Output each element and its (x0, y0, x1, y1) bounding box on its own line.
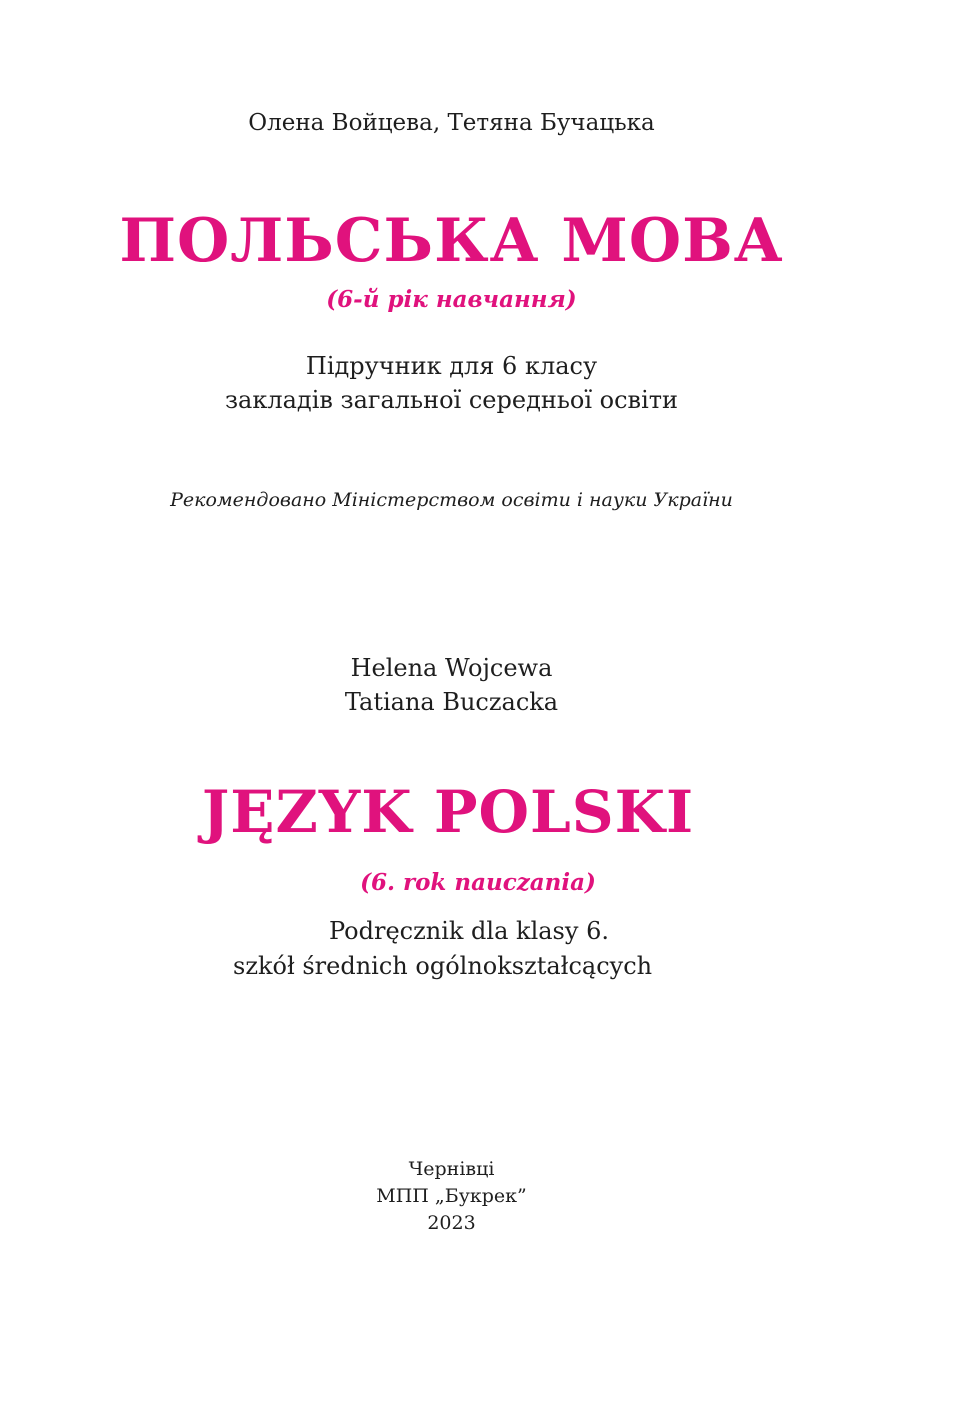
study-year-polish: (6. rok nauczania) (360, 869, 596, 896)
ministry-recommendation: Рекомендовано Міністерством освіти і науки України (170, 489, 733, 511)
subtitle-line1-ukrainian: Підручник для 6 класу (305, 352, 598, 380)
author1-polish: Helena Wojcewa (350, 654, 553, 682)
subtitle-line2-polish: szkół średnich ogólnokształcących (233, 952, 653, 980)
book-title-polish: JĘZYK POLSKI (201, 778, 695, 846)
imprint-city: Чернівці (408, 1158, 495, 1180)
subtitle-line2-ukrainian: закладів загальної середньої освіти (224, 386, 679, 414)
book-title-ukrainian: ПОЛЬСЬКА МОВА (119, 206, 784, 276)
subtitle-line1-polish: Podręcznik dla klasy 6. (329, 917, 609, 945)
imprint-publisher: МПП „Букрек” (376, 1185, 527, 1207)
study-year-ukrainian: (6-й рік навчання) (326, 286, 577, 313)
author2-polish: Tatiana Buczacka (344, 688, 559, 716)
authors-ukrainian: Олена Войцева, Тетяна Бучацька (248, 110, 655, 136)
imprint-year: 2023 (427, 1212, 476, 1234)
